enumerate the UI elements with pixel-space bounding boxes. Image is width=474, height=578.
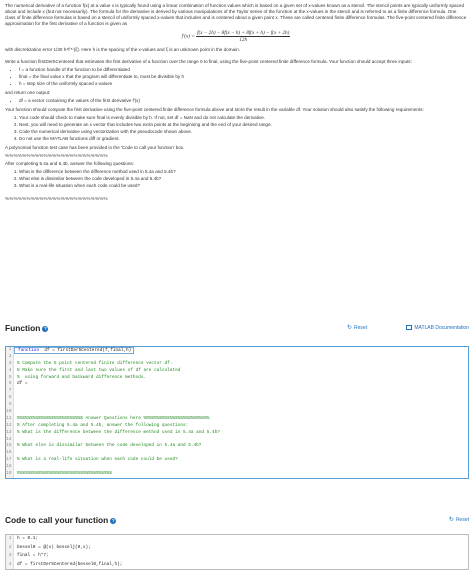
code-line[interactable] <box>6 375 468 382</box>
code-text[interactable]: %%%%%%%%%%%%%%%%%%%%%%%%%%%%%%%%%%%% <box>17 471 112 477</box>
reset-icon: ↻ <box>347 325 353 331</box>
line-number: 11 <box>6 416 14 423</box>
code-text[interactable] <box>14 395 17 402</box>
line-number: 15 <box>6 443 14 450</box>
code-text[interactable]: % What else is dissimilar between the code developed in 5.4a and 5.4b? <box>17 443 202 449</box>
code-text[interactable]: % using forward and backward difference methods. <box>17 374 147 380</box>
function-reset-button[interactable]: ↻ Reset <box>347 325 368 331</box>
code-text[interactable] <box>14 450 17 457</box>
line-number: 13 <box>6 430 14 437</box>
line-number: 7 <box>6 388 14 395</box>
call-code-editor[interactable] <box>5 534 469 570</box>
problem-statement <box>5 3 467 204</box>
line-number: 17 <box>6 457 14 464</box>
list-item: 4. Do not use the MATLAB functions diff or gradient. <box>19 136 467 142</box>
line-number: 6 <box>6 381 14 388</box>
code-line[interactable] <box>6 361 468 368</box>
code-line[interactable] <box>6 347 468 354</box>
code-text[interactable] <box>14 437 17 444</box>
code-text[interactable]: df = firstDer5Centered(bessel0,final,h); <box>17 561 123 567</box>
return-paragraph: and return one output: <box>5 90 51 95</box>
code-text[interactable] <box>14 388 17 395</box>
function-section-header <box>5 322 469 334</box>
code-line[interactable] <box>6 535 468 544</box>
divider-text-2: %%%%%%%%%%%%%%%%%%%%%%%% <box>5 196 108 201</box>
line-number: 18 <box>6 464 14 471</box>
after-paragraph: After completing 5.4a and 5.4b, answer the following questions: <box>5 161 134 166</box>
code-line[interactable] <box>6 368 468 375</box>
list-item: 3. What is a real-life situation when each code could be used? <box>19 183 467 189</box>
call-title: Code to call your function ? <box>5 515 115 525</box>
line-number: 5 <box>6 375 14 382</box>
call-reset-button[interactable]: ↻ Reset <box>448 517 469 523</box>
formula-denominator: 12h <box>239 37 248 43</box>
list-item: 1. What is the difference between the difference method used in 5.4a and 5.4b? <box>19 169 467 175</box>
code-text[interactable]: % What is the difference between the difference method used in 5.4a and 5.4b? <box>17 429 220 435</box>
line-number: 16 <box>6 450 14 457</box>
book-icon <box>406 325 412 330</box>
code-text[interactable]: % Make sure the first and last two values of df are calculated <box>17 367 181 373</box>
code-line[interactable] <box>6 471 468 478</box>
list-item: • final = the final value x that the program will differentiate to, must be divisible by h <box>19 74 467 80</box>
code-line[interactable] <box>6 544 468 553</box>
line-number: 1 <box>6 535 14 544</box>
line-number: 8 <box>6 395 14 402</box>
derivative-formula <box>5 30 467 43</box>
list-item: • h = step size of the uniformly spaced x-values <box>19 81 467 87</box>
call-section-header <box>5 514 469 526</box>
line-number: 10 <box>6 409 14 416</box>
line-number: 4 <box>6 561 14 570</box>
requirements-list <box>19 115 467 142</box>
error-paragraph: with discretization error 1/30 h⁴f⁽⁵⁾(ξ). Here h is the spacing of the x-values and ξ is an unknown point in the domain. <box>5 47 240 52</box>
line-number: 2 <box>6 544 14 553</box>
function-title: Function ? <box>5 323 47 333</box>
list-item: 3. Code the numerical derivative using vectorization with the pseudocode shown above. <box>19 129 467 135</box>
code-line[interactable] <box>6 388 468 395</box>
formula-lhs: f′(x) = <box>181 33 195 40</box>
outputs-list <box>19 98 467 104</box>
code-text[interactable]: % Compute the 5 point centered finite difference vector df. <box>17 360 173 366</box>
reset-icon: ↻ <box>448 517 454 523</box>
questions-list <box>19 169 467 189</box>
formula-fraction <box>196 30 290 43</box>
compute-paragraph: Your function should compute the first derivative using the five-point centered finite difference formula above and store the result in the variable df. Your solution should also satisfy the following requirements: <box>5 107 424 112</box>
code-text[interactable] <box>14 354 17 361</box>
code-line[interactable] <box>6 552 468 561</box>
code-line[interactable] <box>6 402 468 409</box>
code-text[interactable]: df = <box>17 381 28 387</box>
list-item: • df = a vector containing the values of the first derivative f′(x) <box>19 98 467 104</box>
list-item: • f = a function handle of the function to be differentiated <box>19 67 467 73</box>
code-line[interactable] <box>6 443 468 450</box>
line-number: 4 <box>6 368 14 375</box>
code-line[interactable] <box>6 423 468 430</box>
divider-text: %%%%%%%%%%%%%%%%%%%%%%%% <box>5 153 108 158</box>
line-number: 9 <box>6 402 14 409</box>
code-line[interactable] <box>6 430 468 437</box>
line-number: 3 <box>6 552 14 561</box>
code-text[interactable] <box>14 409 17 416</box>
code-text[interactable]: % After completing 5.4a and 5.4b, answer the following questions: <box>17 422 189 428</box>
write-paragraph: Write a function firstDer5Centered that estimates the first derivative of a function over the range 0 to final, using the five-point centered finite difference formula. Your function should accept three inputs: <box>5 59 412 64</box>
line-number: 14 <box>6 437 14 444</box>
matlab-documentation-button[interactable]: MATLAB Documentation <box>406 323 469 333</box>
list-item: 2. What else is dissimilar between the code developed in 5.4a and 5.4b? <box>19 176 467 182</box>
info-icon[interactable]: ? <box>43 325 47 331</box>
code-line[interactable] <box>6 464 468 471</box>
code-text[interactable]: % What is a real-life situation when each code could be used? <box>17 457 178 463</box>
code-text[interactable] <box>14 402 17 409</box>
code-line[interactable] <box>6 416 468 423</box>
line-number: 1 <box>6 347 14 354</box>
code-line[interactable] <box>6 457 468 464</box>
line-number: 19 <box>6 471 14 478</box>
list-item: 2. Next, you will need to generate an x vector that includes two extra points at the beginning and the end of your desired range. <box>19 122 467 128</box>
code-text[interactable]: h = 0.1; <box>17 536 39 541</box>
list-item: 1. Your code should check to make sure final is evenly divisible by h. If not, set df = NaN and do not calculate the derivative. <box>19 115 467 121</box>
line-number: 2 <box>6 354 14 361</box>
code-text[interactable] <box>14 464 17 471</box>
function-code-editor[interactable] <box>5 346 469 479</box>
inputs-list <box>19 67 467 87</box>
line-number: 3 <box>6 361 14 368</box>
code-line[interactable] <box>6 395 468 402</box>
code-line[interactable] <box>6 381 468 388</box>
code-text[interactable]: %%%%%%%%%%%%%%%%%%%%%%%%% Answer Questions here %%%%%%%%%%%%%%%%%%%%%%%%% <box>17 415 210 421</box>
intro-paragraph: The numerical derivative of a function f(x) at a value x is typically found using a linear combination of function values which is based on a given set of x-values known as a stencil. The stencil points are typically uniformly spaced about and include x (but not necessarily). The formula for the derivative is derived by various manipulations of the Taylor series of the function at the x-values in the stencil and is referred to as a finite difference formula. One class of finite difference formulas is based on a stencil of uniformly spaced x-values that includes and is centered about a given point x. These are called centered finite difference formulas. The five-point centered finite difference approximation for the first derivative of a function is given as <box>5 3 467 26</box>
code-line[interactable] <box>6 561 468 570</box>
formula-numerator: f(x − 2h) − 8f(x − h) + 8f(x + h) − f(x + 2h) <box>197 30 290 36</box>
code-line[interactable] <box>6 437 468 444</box>
code-line[interactable] <box>6 409 468 416</box>
code-text[interactable]: bessel0 = @(x) besselj(0,x); <box>17 544 91 550</box>
code-text[interactable]: function df = firstDer5Centered(f,final,h) <box>14 347 134 354</box>
code-line[interactable] <box>6 354 468 361</box>
info-icon[interactable]: ? <box>111 517 115 523</box>
line-number: 12 <box>6 423 14 430</box>
test-paragraph: A polynomial function test case has been provided in the 'Code to call your function' box. <box>5 145 185 150</box>
code-text[interactable]: final = h*7; <box>17 553 49 559</box>
code-line[interactable] <box>6 450 468 457</box>
